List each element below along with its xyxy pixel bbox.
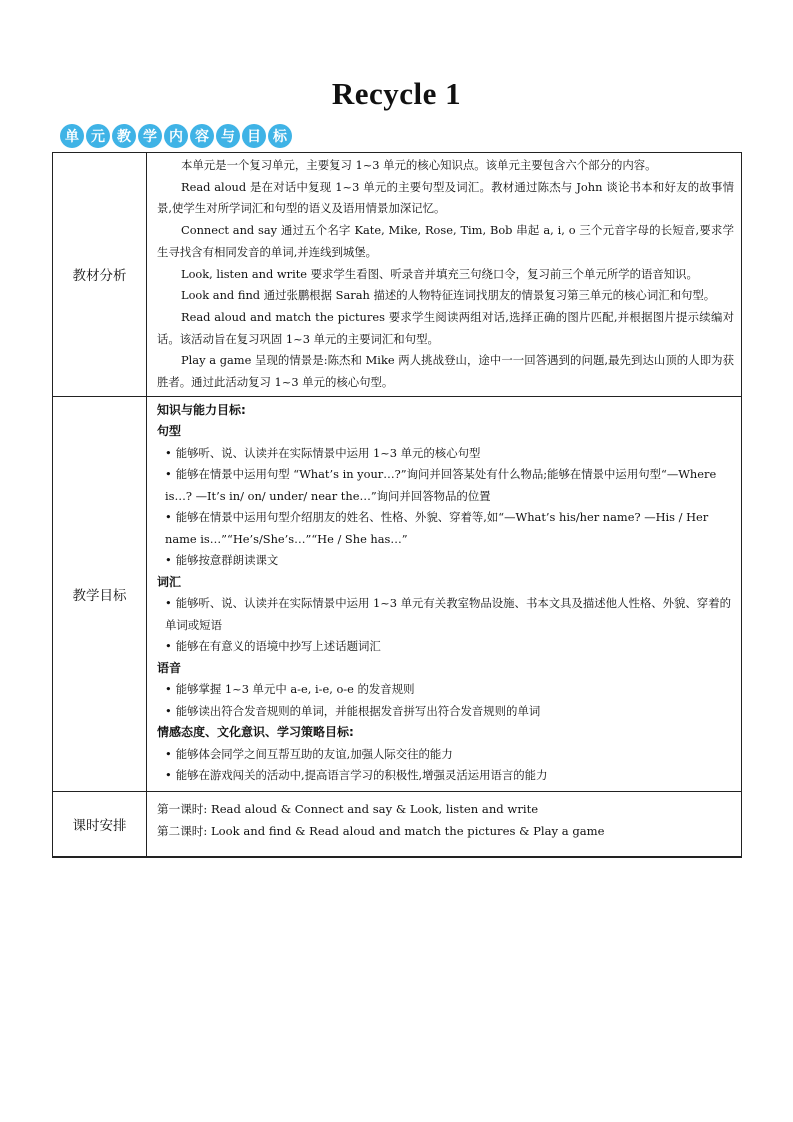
analysis-paragraph: Play a game 呈现的情景是:陈杰和 Mike 两人挑战登山，途中一一回答遇到的问题,最先到达山顶的人即为获胜者。通过此活动复习 1~3 单元的核心句型。 — [157, 353, 734, 390]
goal-item — [157, 443, 734, 465]
goal-item — [157, 679, 734, 701]
goal-item-text: 能够在有意义的语境中抄写上述话题词汇 — [175, 639, 381, 654]
unit-table — [52, 152, 742, 858]
heading-badge: 元 — [86, 124, 110, 148]
heading-badge: 学 — [138, 124, 162, 148]
goal-item-text: 能够在游戏闯关的活动中,提高语言学习的积极性,增强灵活运用语言的能力 — [175, 768, 548, 783]
goal-item — [157, 765, 734, 787]
analysis-label: 教材分析 — [53, 153, 147, 397]
goal-item — [157, 701, 734, 723]
bullet-icon: • — [165, 596, 172, 611]
analysis-paragraph: Read aloud and match the pictures 要求学生阅读两组对话,选择正确的图片匹配,并根据图片提示续编对话。该活动旨在复习巩固 1~3 单元的主要词汇和句型。 — [157, 309, 734, 346]
bullet-icon: • — [165, 682, 172, 697]
analysis-content — [147, 153, 742, 397]
goal-item-text: 能够掌握 1~3 单元中 a-e, i-e, o-e 的发音规则 — [175, 682, 415, 697]
goal-item-text: 能够体会同学之间互帮互助的友谊,加强人际交往的能力 — [175, 746, 453, 761]
bullet-icon: • — [165, 445, 172, 460]
schedule-content — [147, 791, 742, 857]
bullet-icon: • — [165, 510, 172, 525]
goals-content — [147, 396, 742, 791]
goal-item-text: 能够听、说、认读并在实际情景中运用 1~3 单元有关教室物品设施、书本文具及描述他人性格、外貌、穿着的单词或短语 — [165, 596, 731, 632]
heading-badge: 内 — [164, 124, 188, 148]
page-title: Recycle 1 — [331, 76, 462, 111]
goal-item — [157, 744, 734, 766]
analysis-paragraph: Read aloud 是在对话中复现 1~3 单元的主要句型及词汇。教材通过陈杰与 John 谈论书本和好友的故事情景,使学生对所学词汇和句型的语义及语用情景加深记忆。 — [157, 179, 734, 216]
goal-item-text: 能够按意群朗读课文 — [175, 553, 279, 568]
bullet-icon: • — [165, 746, 172, 761]
schedule-line: 第一课时: Read aloud & Connect and say & Look, listen and write — [157, 801, 539, 816]
goals-label: 教学目标 — [53, 396, 147, 791]
analysis-row — [53, 153, 742, 397]
vocab-heading: 词汇 — [157, 574, 182, 589]
heading-badge: 容 — [190, 124, 214, 148]
heading-badge: 与 — [216, 124, 240, 148]
goal-item — [157, 507, 734, 550]
schedule-row — [53, 791, 742, 857]
goal-item-text: 能够读出符合发音规则的单词，并能根据发音拼写出符合发音规则的单词 — [175, 703, 541, 718]
phonics-heading: 语音 — [157, 660, 182, 675]
heading-badge: 单 — [60, 124, 84, 148]
knowledge-heading: 知识与能力目标: — [157, 402, 246, 417]
analysis-paragraph: Connect and say 通过五个名字 Kate, Mike, Rose, Tim, Bob 串起 a, i, o 三个元音字母的长短音,要求学生寻找含有相同发音的单词,并连线到城堡。 — [157, 223, 734, 259]
goal-item — [157, 550, 734, 572]
goal-item-text: 能够在情景中运用句型介绍朋友的姓名、性格、外貌、穿着等,如“—What’s his/her name? —His / Her name is…”“He’s/She’s…”“He / She has…” — [165, 510, 709, 546]
heading-badge: 标 — [268, 124, 292, 148]
analysis-paragraph: Look, listen and write 要求学生看图、听录音并填充三句绕口令，复习前三个单元所学的语音知识。 — [181, 266, 698, 281]
analysis-paragraph: Look and find 通过张鹏根据 Sarah 描述的人物特征连词找朋友的情景复习第三单元的核心词汇和句型。 — [181, 288, 716, 303]
heading-badge: 教 — [112, 124, 136, 148]
analysis-paragraph: 本单元是一个复习单元，主要复习 1~3 单元的核心知识点。该单元主要包含六个部分的内容。 — [181, 158, 657, 172]
schedule-label: 课时安排 — [53, 791, 147, 857]
bullet-icon: • — [165, 639, 172, 654]
bullet-icon: • — [165, 467, 172, 482]
heading-badge: 目 — [242, 124, 266, 148]
goal-item-text: 能够在情景中运用句型 “What’s in your…?”询问并回答某处有什么物品;能够在情景中运用句型“—Where is…? —It’s in/ on/ under/ near the…”询问并回答物品的位置 — [165, 467, 717, 503]
bullet-icon: • — [165, 703, 172, 718]
bullet-icon: • — [165, 553, 172, 568]
bullet-icon: • — [165, 768, 172, 783]
schedule-line: 第二课时: Look and find & Read aloud and match the pictures & Play a game — [157, 823, 605, 838]
sentence-heading: 句型 — [157, 424, 182, 439]
goal-item — [157, 636, 734, 658]
goal-item — [157, 464, 734, 507]
goal-item-text: 能够听、说、认读并在实际情景中运用 1~3 单元的核心句型 — [175, 445, 481, 460]
goals-row — [53, 396, 742, 791]
affect-heading: 情感态度、文化意识、学习策略目标: — [157, 725, 354, 740]
section-heading — [60, 124, 294, 150]
goal-item — [157, 593, 734, 636]
